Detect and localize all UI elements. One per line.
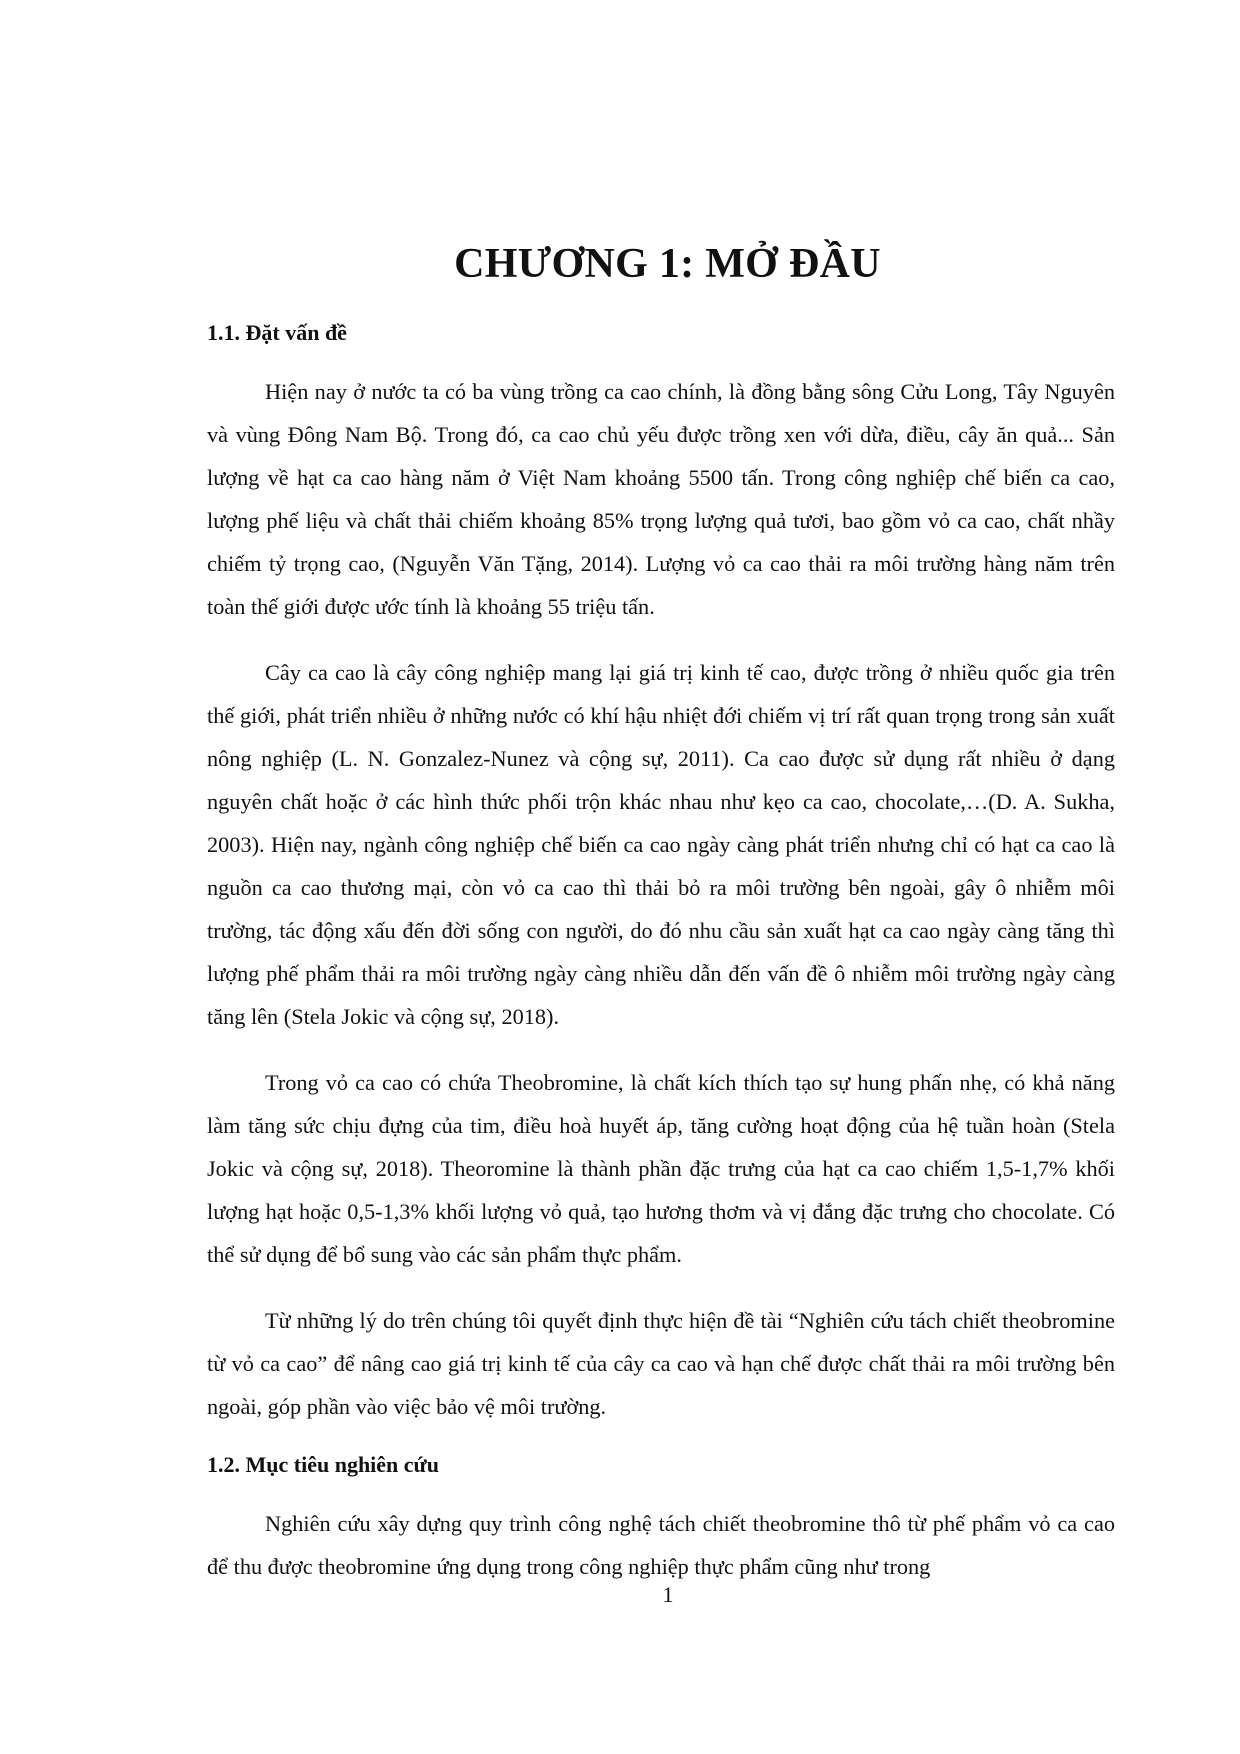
page-number: 1 <box>662 1582 674 1607</box>
section-heading-1-2: 1.2. Mục tiêu nghiên cứu <box>207 1452 439 1477</box>
paragraph-1-1-1: Hiện nay ở nước ta có ba vùng trồng ca cao chính, là đồng bằng sông Cửu Long, Tây Nguyên và vùng Đông Nam Bộ. Trong đó, ca cao chủ yếu được trồng xen với dừa, điều, cây ăn quả... Sản lượng về hạt ca cao hàng năm ở Việt Nam khoảng 5500 tấn. Trong công nghiệp chế biến ca cao, lượng phế liệu và chất thải chiếm khoảng 85% trọng lượng quả tươi, bao gồm vỏ ca cao, chất nhầy chiếm tỷ trọng cao, (Nguyễn Văn Tặng, 2014). Lượng vỏ ca cao thải ra môi trường hàng năm trên toàn thế giới được ước tính là khoảng 55 triệu tấn. <box>207 379 1115 619</box>
chapter-title: CHƯƠNG 1: MỞ ĐẦU <box>454 241 881 287</box>
paragraph-1-1-2: Cây ca cao là cây công nghiệp mang lại giá trị kinh tế cao, được trồng ở nhiều quốc gia trên thế giới, phát triển nhiều ở những nước có khí hậu nhiệt đới chiếm vị trí rất quan trọng trong sản xuất nông nghiệp (L. N. Gonzalez-Nunez và cộng sự, 2011). Ca cao được sử dụng rất nhiều ở dạng nguyên chất hoặc ở các hình thức phối trộn khác nhau như kẹo ca cao, chocolate,…(D. A. Sukha, 2003). Hiện nay, ngành công nghiệp chế biến ca cao ngày càng phát triển nhưng chỉ có hạt ca cao là nguồn ca cao thương mại, còn vỏ ca cao thì thải bỏ ra môi trường bên ngoài, gây ô nhiễm môi trường, tác động xấu đến đời sống con người, do đó nhu cầu sản xuất hạt ca cao ngày càng tăng thì lượng phế phẩm thải ra môi trường ngày càng nhiều dẫn đến vấn đề ô nhiễm môi trường ngày càng tăng lên (Stela Jokic và cộng sự, 2018). <box>207 660 1115 1029</box>
paragraph-1-2-1: Nghiên cứu xây dựng quy trình công nghệ tách chiết theobromine thô từ phế phẩm vỏ ca cao để thu được theobromine ứng dụng trong công nghiệp thực phẩm cũng như trong <box>207 1511 1115 1579</box>
section-heading-1-1: 1.1. Đặt vấn đề <box>207 320 347 345</box>
paragraph-1-1-4: Từ những lý do trên chúng tôi quyết định thực hiện đề tài “Nghiên cứu tách chiết theobromine từ vỏ ca cao” để nâng cao giá trị kinh tế của cây ca cao và hạn chế được chất thải ra môi trường bên ngoài, góp phần vào việc bảo vệ môi trường. <box>207 1308 1115 1419</box>
paragraph-1-1-3: Trong vỏ ca cao có chứa Theobromine, là chất kích thích tạo sự hung phấn nhẹ, có khả năng làm tăng sức chịu đựng của tim, điều hoà huyết áp, tăng cường hoạt động của hệ tuần hoàn (Stela Jokic và cộng sự, 2018). Theoromine là thành phần đặc trưng của hạt ca cao chiếm 1,5-1,7% khối lượng hạt hoặc 0,5-1,3% khối lượng vỏ quả, tạo hương thơm và vị đắng đặc trưng cho chocolate. Có thể sử dụng để bổ sung vào các sản phẩm thực phẩm. <box>207 1070 1115 1267</box>
document-body <box>207 318 1115 1588</box>
